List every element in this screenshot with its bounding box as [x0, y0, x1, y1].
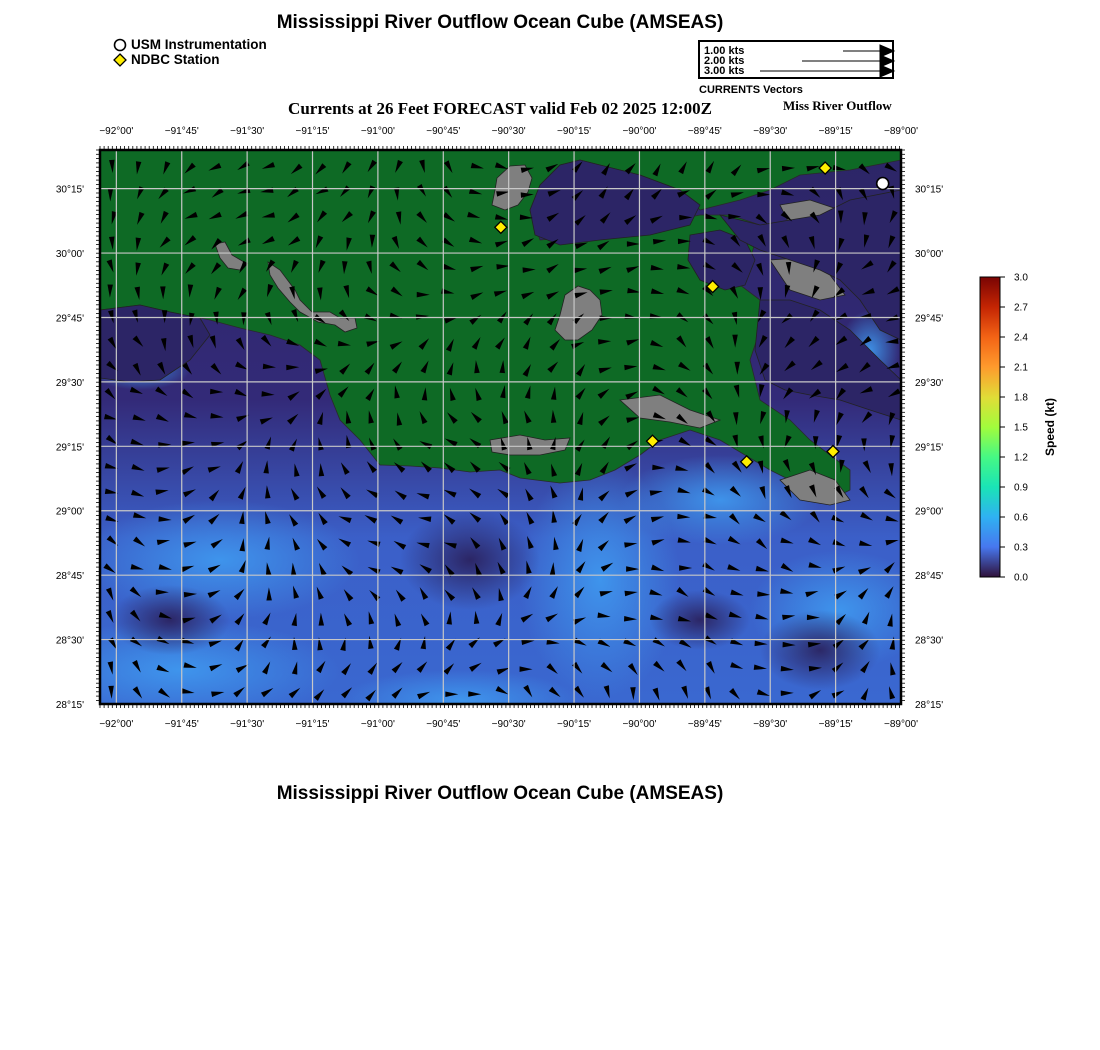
lon-tick-label: −90°00' [622, 126, 657, 137]
lon-tick-label: −90°30' [491, 719, 526, 730]
colorbar-tick-label: 0.3 [1014, 542, 1028, 554]
colorbar-ticks [1000, 273, 1028, 584]
lon-tick-label: −91°45' [164, 719, 199, 730]
lon-tick-label: −89°30' [753, 719, 788, 730]
lon-tick-label: −91°15' [295, 719, 330, 730]
lon-tick-label: −90°45' [426, 719, 461, 730]
lon-tick-label: −89°45' [687, 126, 722, 137]
lon-tick-label: −89°00' [884, 719, 918, 730]
lat-tick-label: 30°00' [915, 249, 944, 261]
lat-tick-label: 29°00' [55, 506, 84, 518]
bottom-title: Mississippi River Outflow Ocean Cube (AMSEAS) [276, 783, 724, 804]
lon-tick-label: −92°00' [99, 126, 134, 137]
lat-tick-label: 29°00' [915, 506, 944, 518]
lat-tick-label: 29°45' [915, 313, 944, 325]
colorbar-tick-label: 0.9 [1014, 482, 1028, 494]
page-title: Mississippi River Outflow Ocean Cube (AMSEAS) [276, 12, 724, 33]
colorbar-tick-label: 1.2 [1014, 452, 1028, 464]
speed-colorbar [970, 270, 1090, 590]
legend-usm-label: USM Instrumentation [131, 37, 267, 52]
lat-tick-label: 30°15' [55, 184, 84, 196]
colorbar-tick-label: 0.6 [1014, 512, 1028, 524]
lat-tick-label: 29°30' [55, 377, 84, 389]
vector-caption: CURRENTS Vectors [699, 84, 803, 96]
lon-tick-label: −90°00' [622, 719, 657, 730]
lon-tick-label: −92°00' [99, 719, 134, 730]
colorbar-tick-label: 3.0 [1014, 272, 1028, 284]
legend-ndbc-label: NDBC Station [131, 52, 220, 67]
vector-scale-3: 3.00 kts [704, 65, 745, 77]
lon-tick-label: −89°30' [753, 126, 788, 137]
lon-tick-label: −89°15' [818, 126, 853, 137]
colorbar-tick-label: 1.8 [1014, 392, 1028, 404]
lon-tick-label: −89°15' [818, 719, 853, 730]
colorbar-gradient [980, 277, 1000, 577]
vector-scale-1: 1.00 kts [704, 45, 745, 57]
lon-tick-label: −91°00' [360, 126, 395, 137]
lat-tick-label: 29°30' [915, 377, 944, 389]
map-subtitle: Currents at 26 Feet FORECAST valid Feb 02 2025 12:00Z [288, 99, 712, 118]
lat-tick-label: 29°45' [55, 313, 84, 325]
lon-tick-label: −89°45' [687, 719, 722, 730]
lon-tick-label: −91°15' [295, 126, 330, 137]
lon-tick-label: −91°30' [230, 126, 265, 137]
lon-tick-label: −90°15' [557, 126, 592, 137]
colorbar-tick-label: 0.0 [1014, 572, 1028, 584]
lon-tick-label: −91°45' [164, 126, 199, 137]
vector-scale-2: 2.00 kts [704, 55, 745, 67]
lat-tick-label: 28°30' [55, 635, 84, 647]
lat-tick-label: 28°45' [55, 571, 84, 583]
lat-tick-label: 28°15' [55, 700, 84, 711]
lon-tick-label: −90°45' [426, 126, 461, 137]
lon-tick-label: −90°15' [557, 719, 592, 730]
lat-tick-label: 28°30' [915, 635, 944, 647]
lat-tick-label: 29°15' [55, 442, 84, 454]
lat-tick-label: 30°00' [55, 249, 84, 261]
lat-tick-label: 30°15' [915, 184, 944, 196]
lon-tick-label: −90°30' [491, 126, 526, 137]
colorbar-title: Speed (kt) [1043, 397, 1057, 457]
usm-station-marker[interactable] [877, 177, 889, 189]
lat-tick-label: 28°15' [915, 700, 944, 711]
colorbar-tick-label: 2.7 [1014, 302, 1028, 314]
lon-tick-label: −89°00' [884, 126, 918, 137]
colorbar-tick-label: 2.1 [1014, 362, 1028, 374]
colorbar-tick-label: 1.5 [1014, 422, 1028, 434]
lon-tick-label: −91°00' [360, 719, 395, 730]
lon-tick-label: −91°30' [230, 719, 265, 730]
colorbar-tick-label: 2.4 [1014, 332, 1028, 344]
lat-tick-label: 29°15' [915, 442, 944, 454]
outflow-label: Miss River Outflow [783, 98, 892, 113]
lat-tick-label: 28°45' [915, 571, 944, 583]
